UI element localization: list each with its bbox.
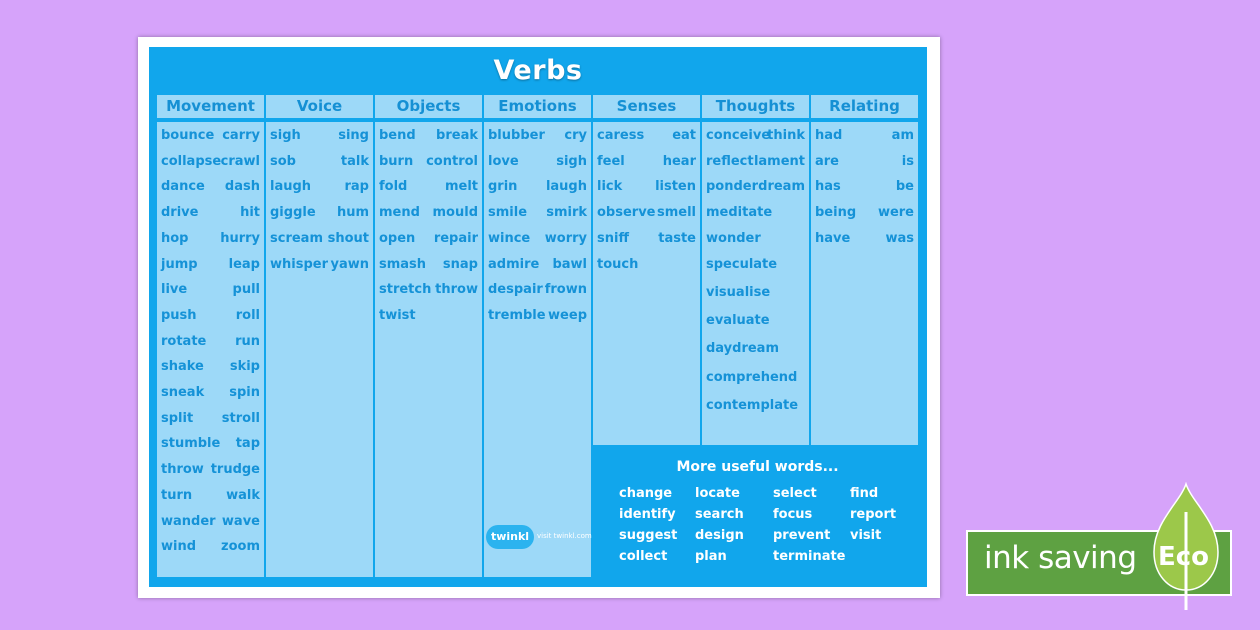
column-heading: Relating [811,95,918,118]
verb-word: laugh [545,179,587,195]
verb-word: sing [338,128,369,143]
verb-word: yawn [330,256,369,272]
useful-word: terminate [773,549,846,564]
verb-word: run [235,333,260,349]
verb-word: twist [379,307,416,323]
eco-badge: Eco [1158,542,1210,572]
verb-word: throw [435,282,478,298]
verb-word: smell [656,205,696,221]
verb-word: caress [597,128,645,143]
column-heading: Movement [157,95,264,118]
verb-word: cry [564,128,587,143]
verb-word: lament [753,153,805,169]
column-emotions [484,95,591,577]
useful-word: focus [773,507,813,522]
verb-word: hop [161,230,189,246]
verb-word: trudge [210,462,260,478]
useful-word: locate [695,486,740,501]
verb-word: despair [488,282,543,298]
verb-word: leap [228,256,260,272]
verb-word: drive [161,205,199,221]
useful-word: search [695,507,744,522]
verb-word: wince [488,230,531,246]
verb-word: blubber [488,128,545,143]
verb-word: snap [442,256,478,272]
verb-word: hear [662,153,696,169]
column-heading: Emotions [484,95,591,118]
verb-word: pull [232,282,260,298]
verb-word: stumble [161,436,221,452]
verb-word: shout [327,230,369,246]
useful-word: find [850,486,879,501]
verb-word: scream [270,230,323,246]
verb-word: carry [222,128,260,143]
verb-word: fold [379,179,408,195]
verb-word: mend [379,205,420,221]
verb-word: stretch [379,282,432,298]
verb-word: bend [379,128,416,143]
verb-word: taste [658,230,696,246]
column-body [702,122,809,445]
verb-word: control [426,153,478,169]
verb-word: sob [270,153,296,169]
verb-word: sigh [270,128,301,143]
twinkl-logo-icon: twinkl [486,525,534,549]
verb-word: break [436,128,478,143]
verb-word: daydream [706,341,780,357]
verb-word: hit [240,205,260,221]
useful-word: report [850,507,897,522]
verb-word: collapse [161,153,222,169]
verb-word: smile [488,205,528,221]
verb-word: feel [597,153,625,169]
verb-word: weep [548,307,587,323]
verb-word: burn [379,153,414,169]
verb-word: turn [161,487,193,503]
verb-word: being [815,205,857,221]
column-body [266,122,373,577]
verb-word: live [161,282,188,298]
verb-word: listen [655,179,696,195]
verb-word: wind [161,539,197,555]
page-title: Verbs [493,55,583,86]
verb-word: eat [672,128,696,143]
verb-word: wave [221,513,260,529]
verb-word: smash [379,256,427,272]
verb-word: sniff [597,230,629,246]
verb-word: repair [433,230,478,246]
column-thoughts [702,95,809,445]
verb-word: zoom [221,539,260,555]
column-senses [593,95,700,445]
useful-word: select [773,486,817,501]
verb-word: evaluate [706,313,770,329]
useful-word: suggest [619,528,678,543]
verb-word: rotate [161,333,207,349]
worksheet [138,37,940,598]
verb-word: speculate [706,256,778,272]
useful-word: plan [695,549,727,564]
useful-word: prevent [773,528,831,543]
verb-word: sigh [556,153,587,169]
verb-word: melt [444,179,478,195]
verb-word: smirk [546,205,587,221]
column-relating [811,95,918,445]
useful-word: identify [619,507,676,522]
verb-word: hum [336,205,369,221]
verb-word: love [488,153,519,169]
verb-word: crawl [220,153,260,169]
column-objects [375,95,482,577]
verb-word: have [815,230,851,246]
verb-word: visualise [706,284,771,300]
verb-word: wander [161,513,216,529]
verb-word: roll [235,307,260,323]
verb-word: touch [597,256,639,272]
verb-word: rap [344,179,369,195]
verb-word: admire [488,256,540,272]
verb-word: sneak [161,385,205,400]
verb-word: hurry [220,230,260,246]
column-heading: Thoughts [702,95,809,118]
verb-word: frown [544,282,587,298]
verb-word: open [379,230,416,246]
verb-word: stroll [221,410,260,426]
verb-word: dance [161,179,205,195]
verb-word: think [767,128,805,143]
verbs-board [149,47,927,587]
column-heading: Senses [593,95,700,118]
verb-word: giggle [270,205,316,221]
verb-word: was [885,230,914,246]
column-body [157,122,264,577]
verb-word: comprehend [706,369,798,385]
verb-word: jump [161,256,198,272]
more-useful-words-panel [595,449,920,577]
column-body [375,122,482,577]
verb-word: spin [229,385,260,400]
verb-word: grin [488,179,518,195]
verb-word: are [815,153,840,169]
column-body [593,122,700,445]
verb-word: meditate [706,205,773,221]
verb-word: contemplate [706,398,799,413]
verb-word: walk [226,487,260,503]
useful-word: visit [850,528,882,543]
verb-word: tap [235,436,260,452]
column-movement [157,95,264,577]
verb-word: observe [597,205,656,221]
ink-saving-label: ink saving [984,540,1137,576]
verb-word: has [815,179,841,195]
verb-word: dash [224,179,260,195]
twinkl-url: visit twinkl.com [537,532,592,540]
verb-word: whisper [270,256,328,272]
verb-word: talk [340,153,369,169]
useful-word: design [695,528,744,543]
verb-word: bounce [161,128,215,143]
useful-word: change [619,486,673,501]
verb-word: am [891,128,914,143]
verb-word: is [901,153,914,169]
verb-word: shake [161,359,204,375]
verb-word: had [815,128,843,143]
verb-word: were [877,205,914,221]
verb-word: skip [229,359,260,375]
verb-word: mould [432,205,478,221]
verb-word: laugh [270,179,312,195]
verb-word: lick [597,179,623,195]
verb-word: throw [161,462,204,478]
column-body [484,122,591,577]
verb-word: ponder [706,179,759,195]
verb-word: dream [758,179,805,195]
verb-word: push [161,307,197,323]
useful-title: More useful words... [676,459,839,475]
verb-word: worry [544,230,587,246]
verb-word: be [895,179,914,195]
column-heading: Objects [375,95,482,118]
verb-word: bawl [552,256,587,272]
verb-word: wonder [706,230,761,246]
verb-word: reflect [706,153,754,169]
useful-word: collect [619,549,668,564]
verb-word: split [161,410,194,426]
column-body [811,122,918,445]
column-voice [266,95,373,577]
verb-word: tremble [488,307,546,323]
verb-word: conceive [706,128,771,143]
column-heading: Voice [266,95,373,118]
